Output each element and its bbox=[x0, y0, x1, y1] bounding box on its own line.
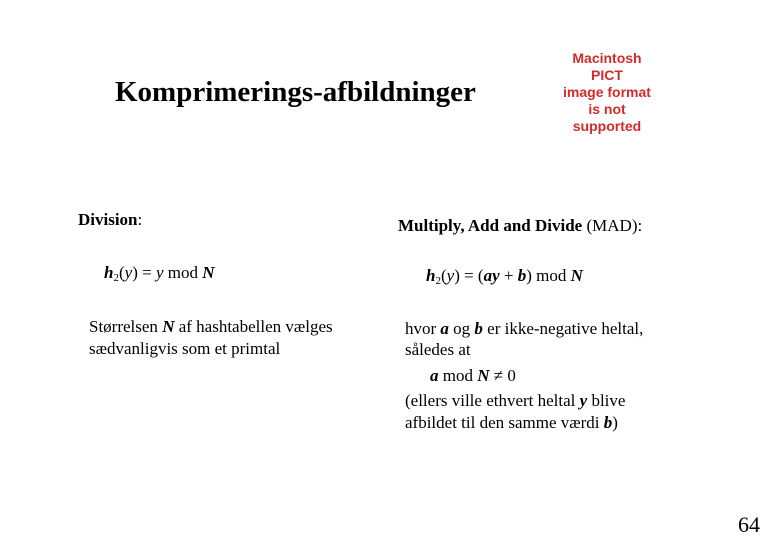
division-description-line-2: sædvanligvis som et primtal bbox=[89, 339, 281, 358]
mad-text-line-2: således at bbox=[405, 340, 471, 359]
mad-condition: a mod N ≠ 0 bbox=[430, 366, 516, 385]
placeholder-line-1: Macintosh PICT bbox=[572, 50, 642, 83]
placeholder-line-2: image format bbox=[563, 84, 651, 100]
mad-text-line-1: hvor a og b er ikke-negative heltal, bbox=[405, 319, 644, 338]
slide-title: Komprimerings-afbildninger bbox=[115, 76, 476, 108]
mad-text-line-5: afbildet til den samme værdi b) bbox=[405, 413, 618, 432]
mad-formula: $h_2(y) = (ay + b)$ mod N bbox=[426, 266, 583, 287]
division-heading: Division: bbox=[78, 210, 143, 229]
division-description-line-1: Størrelsen N af hashtabellen vælges bbox=[89, 317, 333, 336]
mad-text-line-4: (ellers ville ethvert heltal y blive bbox=[405, 391, 626, 410]
page-number: 64 bbox=[738, 512, 760, 537]
placeholder-line-3: is not supported bbox=[572, 101, 642, 134]
division-formula: $h_2(y) = y$ mod N bbox=[104, 263, 215, 284]
unsupported-image-placeholder bbox=[556, 50, 658, 135]
mad-heading: Multiply, Add and Divide (MAD): bbox=[398, 216, 643, 235]
